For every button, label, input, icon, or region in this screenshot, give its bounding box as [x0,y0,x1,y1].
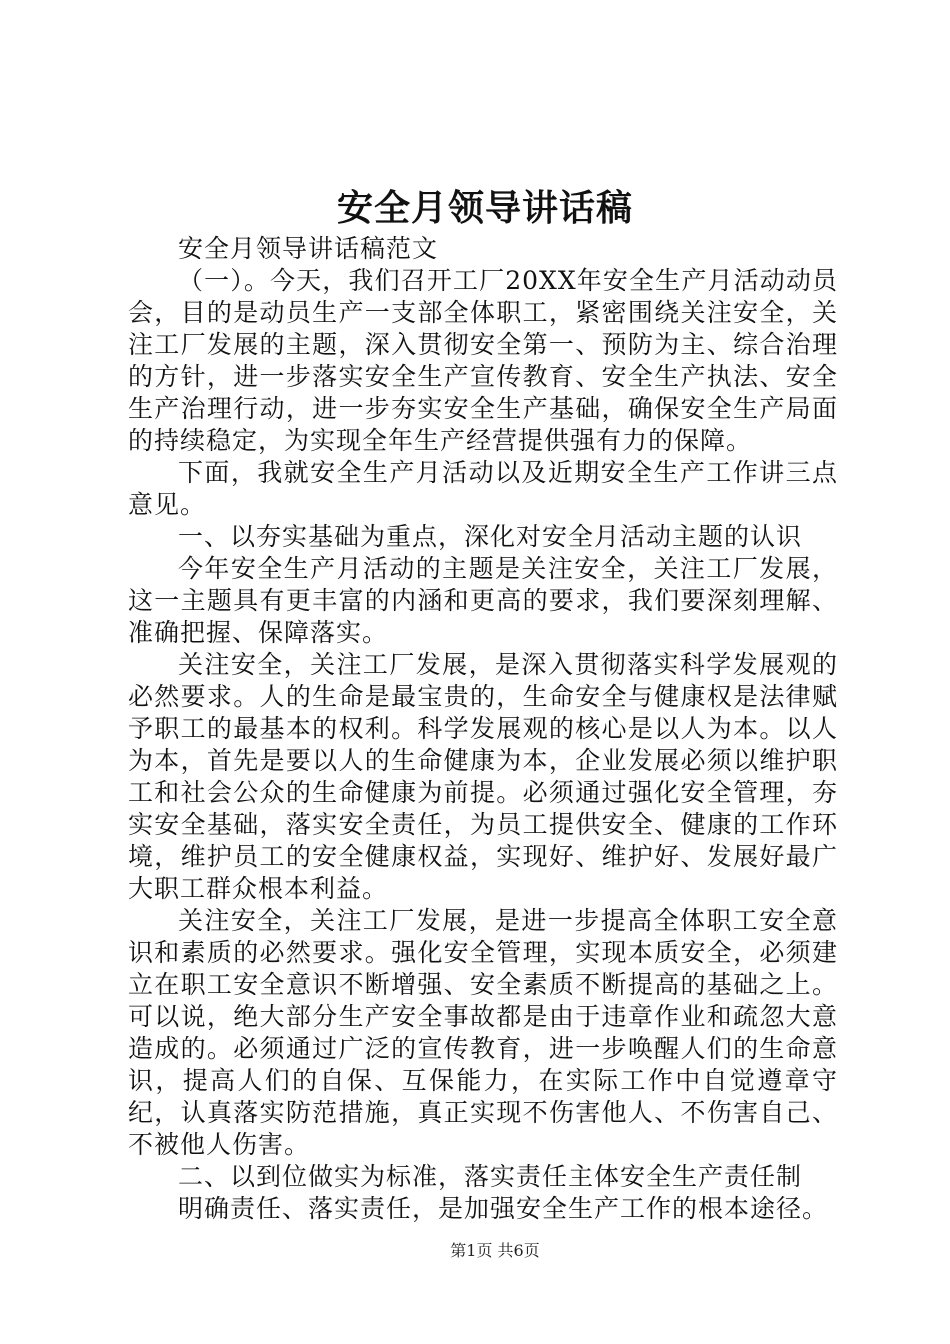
paragraph-intro: （一）。今天，我们召开工厂20XX年安全生产月活动动员会，目的是动员生产一支部全体职工，紧密围绕关注安全，关注工厂发展的主题，深入贯彻安全第一、预防为主、综合治理的方针，进一步落实安全生产宣传教育、安全生产执法、安全生产治理行动，进一步夯实安全生产基础，确保安全生产局面的持续稳定，为实现全年生产经营提供强有力的保障。 [128,266,838,455]
section-heading-2: 二、以到位做实为标准，落实责任主体安全生产责任制 [178,1162,803,1191]
document-body [128,233,838,1225]
page-number-footer: 第1页 共6页 [450,1241,540,1260]
paragraph-safety-awareness: 关注安全，关注工厂发展，是进一步提高全体职工安全意识和素质的必然要求。强化安全管理，实现本质安全，必须建立在职工安全意识不断增强、安全素质不断提高的基础之上。可以说，绝大部分生产安全事故都是由于违章作业和疏忽大意造成的。必须通过广泛的宣传教育，进一步唤醒人们的生命意识，提高人们的自保、互保能力，在实际工作中自觉遵章守纪，认真落实防范措施，真正实现不伤害他人、不伤害自己、不被他人伤害。 [128,906,838,1159]
paragraph-theme: 今年安全生产月活动的主题是关注安全，关注工厂发展，这一主题具有更丰富的内涵和更高的要求，我们要深刻理解、准确把握、保障落实。 [128,554,838,647]
section-heading-1: 一、以夯实基础为重点，深化对安全月活动主题的认识 [178,522,803,551]
document-title: 安全月领导讲话稿 [336,187,633,229]
paragraph-scientific-development: 关注安全，关注工厂发展，是深入贯彻落实科学发展观的必然要求。人的生命是最宝贵的，生命安全与健康权是法律赋予职工的最基本的权利。科学发展观的核心是以人为本。以人为本，首先是要以人的生命健康为本，企业发展必须以维护职工和社会公众的生命健康为前提。必须通过强化安全管理，夯实安全基础，落实安全责任，为员工提供安全、健康的工作环境，维护员工的安全健康权益，实现好、维护好、发展好最广大职工群众根本利益。 [128,650,838,903]
paragraph-subtitle: 安全月领导讲话稿范文 [178,234,439,263]
paragraph-responsibility: 明确责任、落实责任，是加强安全生产工作的根本途径。 [178,1194,829,1223]
paragraph-outline: 下面，我就安全生产月活动以及近期安全生产工作讲三点意见。 [128,458,838,519]
